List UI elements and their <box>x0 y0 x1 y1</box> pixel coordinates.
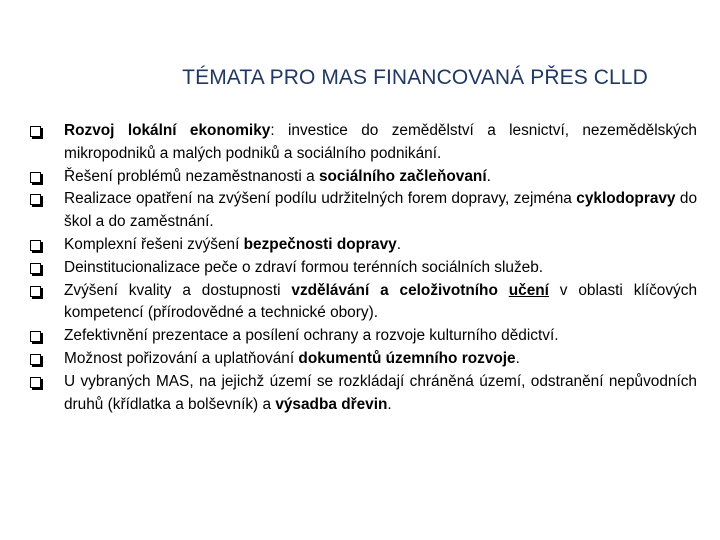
checkbox-square-icon <box>30 377 41 388</box>
text-run: do škol a do zaměstnání. <box>64 190 698 231</box>
list-item-text <box>64 350 520 367</box>
checkbox-square-icon <box>30 286 41 297</box>
text-run: . <box>486 167 491 185</box>
list-item <box>30 188 697 234</box>
checkbox-square-icon <box>30 240 41 251</box>
emphasis-text: výsadba dřevin <box>275 395 388 413</box>
topic-list <box>30 120 697 416</box>
text-run: Možnost pořizování a uplatňování <box>64 349 299 367</box>
text-run: Zvýšení kvality a dostupnosti <box>64 281 292 299</box>
checkbox-square-icon <box>30 354 41 365</box>
text-run: . <box>515 349 520 367</box>
list-item-text <box>64 373 697 413</box>
list-item-text <box>64 122 697 162</box>
list-item-text <box>64 168 491 185</box>
checkbox-square-icon <box>30 263 41 274</box>
emphasis-text: dokumentů územního rozvoje <box>298 349 516 367</box>
text-run: : investice do zemědělství a lesnictví, nezemědělských mikropodniků a malých podniků a sociálního podnikání. <box>64 122 697 162</box>
list-item <box>30 280 697 326</box>
emphasis-text: bezpečnosti dopravy <box>243 235 397 253</box>
list-item-text <box>64 327 559 344</box>
checkbox-square-icon <box>30 126 41 137</box>
emphasis-text: učení <box>508 281 549 299</box>
list-item <box>30 348 697 371</box>
slide-title: TÉMATA PRO MAS FINANCOVANÁ PŘES CLLD <box>182 66 648 89</box>
emphasis-text: vzdělávání a celoživotního <box>291 281 509 299</box>
checkbox-square-icon <box>30 194 41 205</box>
list-item <box>30 166 697 189</box>
list-item <box>30 257 697 280</box>
list-item-text <box>64 259 543 276</box>
text-run: Komplexní řešeni zvýšení <box>64 235 244 253</box>
emphasis-text: Rozvoj lokální ekonomiky <box>64 122 271 139</box>
text-run: . <box>387 395 392 413</box>
emphasis-text: sociálního začleňovaní <box>318 167 487 185</box>
list-item <box>30 120 697 166</box>
list-item <box>30 371 697 417</box>
emphasis-text: cyklodopravy <box>576 190 676 208</box>
list-item <box>30 325 697 348</box>
list-item-text <box>64 282 697 322</box>
checkbox-square-icon <box>30 331 41 342</box>
checkbox-square-icon <box>30 172 41 183</box>
text-run: v oblasti klíčových kompetencí (přírodovědné a technické obory). <box>64 281 698 322</box>
text-run: Deinstitucionalizace peče o zdraví formou terénních sociálních služeb. <box>64 258 544 276</box>
text-run: Řešení problémů nezaměstnanosti a <box>64 167 319 185</box>
text-run: U vybraných MAS, na jejichž území se rozkládají chráněná území, odstranění nepůvodních druhů (křídlatka a bolševník) a <box>64 372 697 413</box>
list-item <box>30 234 697 257</box>
text-run: Realizace opatření na zvýšení podílu udržitelných forem dopravy, zejména <box>64 190 577 208</box>
list-item-text <box>64 236 401 253</box>
text-run: Zefektivnění prezentace a posílení ochrany a rozvoje kulturního dědictví. <box>64 327 559 345</box>
list-item-text <box>64 190 697 230</box>
text-run: . <box>396 235 402 253</box>
